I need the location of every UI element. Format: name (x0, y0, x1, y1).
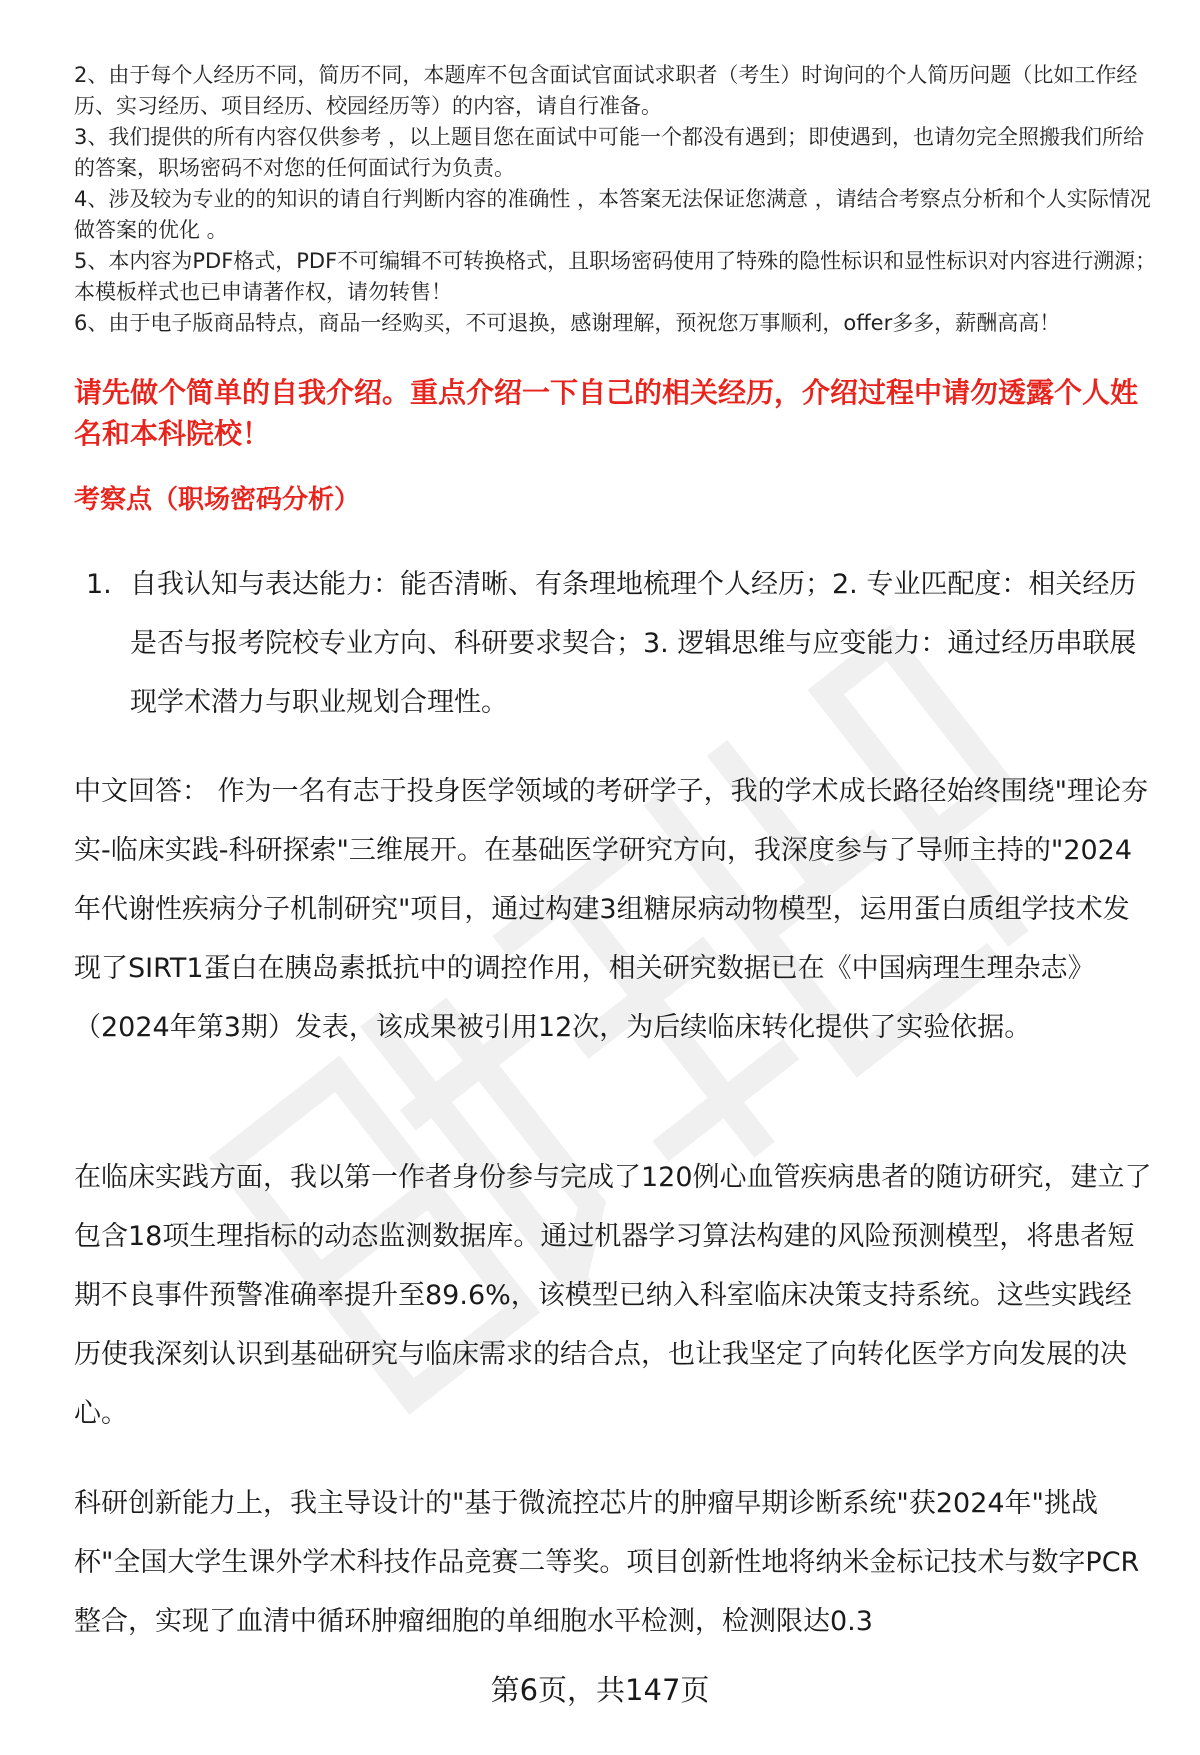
focus-list-number: 1. (86, 569, 112, 600)
focus-list-item (86, 555, 1156, 732)
notes-section (74, 60, 1164, 339)
interview-question: 请先做个简单的自我介绍。重点介绍一下自己的相关经历，介绍过程中请勿透露个人姓名和本科院校！ (74, 376, 1139, 450)
note-item-5: 5、本内容为PDF格式，PDF不可编辑不可转换格式，且职场密码使用了特殊的隐性标识和显性标识对内容进行溯源；本模板样式也已申请著作权，请勿转售！ (74, 249, 1157, 304)
answer-paragraph-2: 在临床实践方面，我以第一作者身份参与完成了120例心血管疾病患者的随访研究，建立了包含18项生理指标的动态监测数据库。通过机器学习算法构建的风险预测模型，将患者短期不良事件预警准确率提升至89.6%，该模型已纳入科室临床决策支持系统。这些实践经历使我深刻认识到基础研究与临床需求的结合点，也让我坚定了向转化医学方向发展的决心。 (74, 1162, 1152, 1429)
note-item-4: 4、涉及较为专业的的知识的请自行判断内容的准确性 ，本答案无法保证您满意 ，请结合考察点分析和个人实际情况做答案的优化 。 (74, 187, 1151, 242)
note-item-2: 2、由于每个人经历不同，简历不同，本题库不包含面试官面试求职者（考生）时询问的个人简历问题（比如工作经历、实习经历、项目经历、校园经历等）的内容，请自行准备。 (74, 63, 1138, 118)
page-footer: 第6页，共147页 (490, 1673, 710, 1707)
focus-list-text: 自我认知与表达能力：能否清晰、有条理地梳理个人经历；2. 专业匹配度：相关经历是否与报考院校专业方向、科研要求契合；3. 逻辑思维与应变能力：通过经历串联展现学术潜力与职业规划合理性。 (130, 569, 1137, 718)
answer-paragraph-3: 科研创新能力上，我主导设计的"基于微流控芯片的肿瘤早期诊断系统"获2024年"挑战杯"全国大学生课外学术科技作品竞赛二等奖。项目创新性地将纳米金标记技术与数字PCR整合，实现了血清中循环肿瘤细胞的单细胞水平检测，检测限达0.3 (74, 1488, 1140, 1637)
focus-heading: 考察点（职场密码分析） (74, 485, 361, 515)
note-item-6: 6、由于电子版商品特点，商品一经购买，不可退换，感谢理解，预祝您万事顺利，offer多多，薪酬高高！ (74, 311, 1061, 335)
note-item-3: 3、我们提供的所有内容仅供参考 ，以上题目您在面试中可能一个都没有遇到；即使遇到，也请勿完全照搬我们所给的答案，职场密码不对您的任何面试行为负责。 (74, 125, 1145, 180)
answer-paragraph-1: 中文回答： 作为一名有志于投身医学领域的考研学子，我的学术成长路径始终围绕"理论夯实-临床实践-科研探索"三维展开。在基础医学研究方向，我深度参与了导师主持的"2024年代谢性疾病分子机制研究"项目，通过构建3组糖尿病动物模型，运用蛋白质组学技术发现了SIRT1蛋白在胰岛素抵抗中的调控作用，相关研究数据已在《中国病理生理杂志》（2024年第3期）发表，该成果被引用12次，为后续临床转化提供了实验依据。 (74, 776, 1148, 1043)
